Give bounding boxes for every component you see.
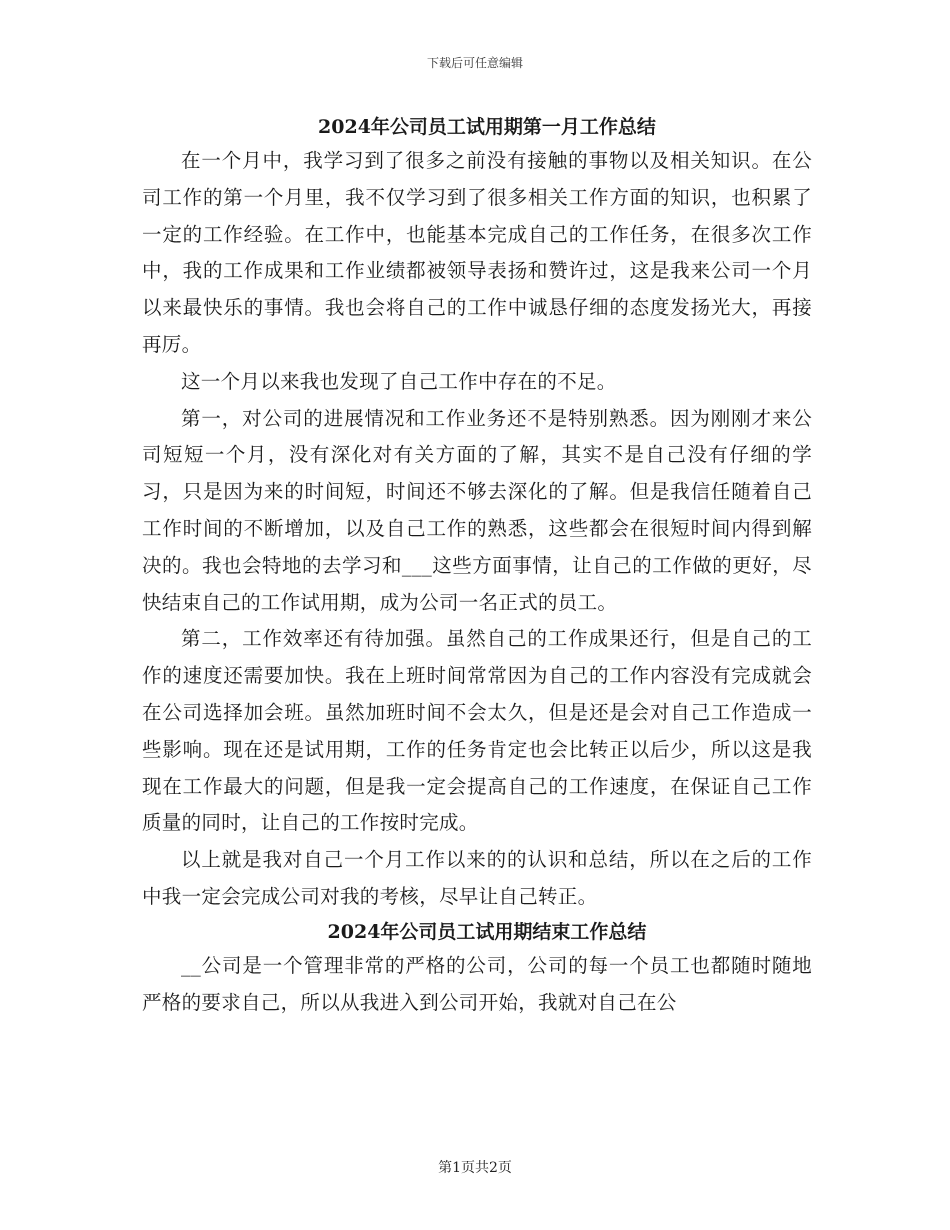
section-title-first-month: 2024年公司员工试用期第一月工作总结 [318,116,656,138]
paragraph: 在一个月中，我学习到了很多之前没有接触的事物以及相关知识。在公司工作的第一个月里，我不仅学习到了很多相关工作方面的知识，也积累了一定的工作经验。在工作中，也能基本完成自己的工作任务，在很多次工作中，我的工作成果和工作业绩都被领导表扬和赞许过，这是我来公司一个月以来最快乐的事情。我也会将自己的工作中诚恳仔细的态度发扬光大，再接再厉。 [142,149,812,356]
paragraph: 以上就是我对自己一个月工作以来的的认识和总结，所以在之后的工作中我一定会完成公司对我的考核，尽早让自己转正。 [142,848,812,908]
paragraph: 这一个月以来我也发现了自己工作中存在的不足。 [181,369,617,393]
document-body [142,111,812,1021]
page-number: 第1页共2页 [438,1160,512,1176]
section-title-probation-end: 2024年公司员工试用期结束工作总结 [327,920,647,943]
header-note: 下载后可任意编辑 [426,56,523,70]
paragraph: __公司是一个管理非常的严格的公司，公司的每一个员工也都随时随地严格的要求自己，所以从我进入到公司开始，我就对自己在公 [142,953,812,1014]
paragraph: 第二，工作效率还有待加强。虽然自己的工作成果还行，但是自己的工作的速度还需要加快。我在上班时间常常因为自己的工作内容没有完成就会在公司选择加会班。虽然加班时间不会太久，但是还是会对自己工作造成一些影响。现在还是试用期，工作的任务肯定也会比转正以后少，所以这是我现在工作最大的问题，但是我一定会提高自己的工作速度，在保证自己工作质量的同时，让自己的工作按时完成。 [142,627,812,835]
paragraph: 第一，对公司的进展情况和工作业务还不是特别熟悉。因为刚刚才来公司短短一个月，没有深化对有关方面的了解，其实不是自己没有仔细的学习，只是因为来的时间短，时间还不够去深化的了解。但是我信任随着自己工作时间的不断增加，以及自己工作的熟悉，这些都会在很短时间内得到解决的。我也会特地的去学习和___这些方面事情，让自己的工作做的更好，尽快结束自己的工作试用期，成为公司一名正式的员工。 [142,406,812,614]
